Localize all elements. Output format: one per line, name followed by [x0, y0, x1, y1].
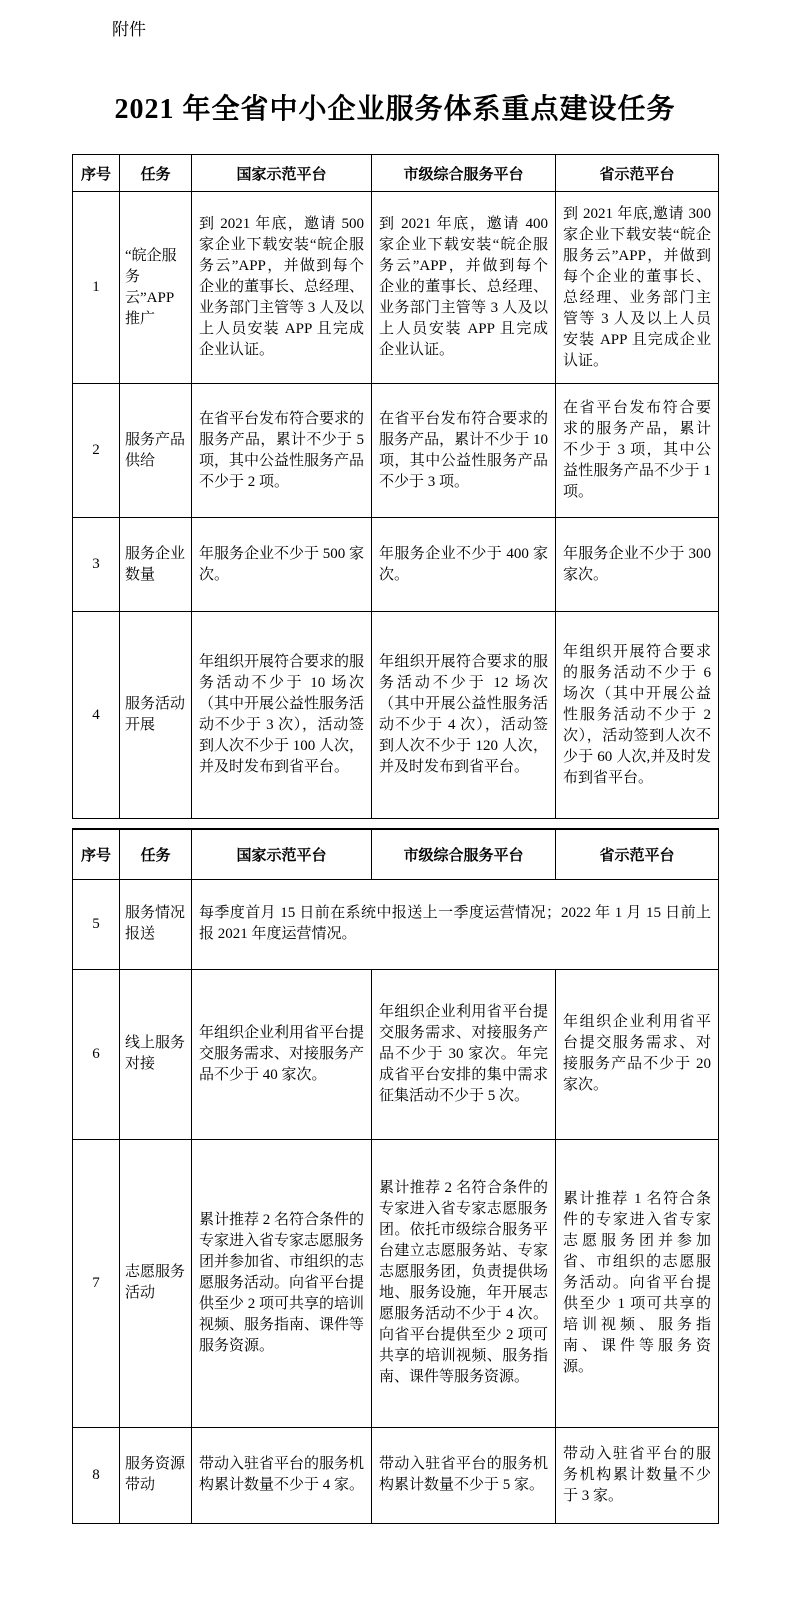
- cell-row7-municipal: 累计推荐 2 名符合条件的专家进入省专家志愿服务团。依托市级综合服务平台建立志愿服务站、专家志愿服务团，负责提供场地、服务设施，年开展志愿服务活动不少于 4 次。向省平台提供至少 2 项可共享的培训视频、服务指南、课件等服务资源。: [372, 1139, 556, 1427]
- table-row-5: [73, 879, 719, 969]
- cell-row8-provincial: 带动入驻省平台的服务机构累计数量不少于 3 家。: [556, 1427, 719, 1523]
- cell-row1-provincial: 到 2021 年底,邀请 300 家企业下载安装“皖企服务云”APP，并做到每个企业的董事长、总经理、业务部门主管等 3 人及以上人员安装 APP 且完成企业认证。: [556, 192, 719, 384]
- header-cell-municipal: 市级综合服务平台: [372, 829, 556, 879]
- header-cell-no: 序号: [73, 155, 120, 192]
- cell-row8-national: 带动入驻省平台的服务机构累计数量不少于 4 家。: [192, 1427, 372, 1523]
- cell-row6-task: 线上服务对接: [120, 969, 192, 1139]
- cell-row3-no: 3: [73, 518, 120, 612]
- cell-row8-municipal: 带动入驻省平台的服务机构累计数量不少于 5 家。: [372, 1427, 556, 1523]
- table-row-3: [73, 518, 719, 612]
- header-cell-task: 任务: [120, 155, 192, 192]
- cell-row7-national: 累计推荐 2 名符合条件的专家进入省专家志愿服务团并参加省、市组织的志愿服务活动。向省平台提供至少 2 项可共享的培训视频、服务指南、课件等服务资源。: [192, 1139, 372, 1427]
- header-cell-municipal: 市级综合服务平台: [372, 155, 556, 192]
- cell-row6-national: 年组织企业利用省平台提交服务需求、对接服务产品不少于 40 家次。: [192, 969, 372, 1139]
- header-cell-no: 序号: [73, 829, 120, 879]
- cell-row8-task: 服务资源带动: [120, 1427, 192, 1523]
- cell-row3-task: 服务企业数量: [120, 518, 192, 612]
- cell-row3-provincial: 年服务企业不少于 300 家次。: [556, 518, 719, 612]
- table2-header-row: [73, 829, 719, 879]
- header-cell-national: 国家示范平台: [192, 155, 372, 192]
- attachment-label: 附件: [112, 20, 146, 39]
- cell-row5-task: 服务情况报送: [120, 879, 192, 969]
- cell-row1-task: “皖企服务云”APP推广: [120, 192, 192, 384]
- task-table-section-2: [72, 828, 719, 1524]
- table-row-4: [73, 612, 719, 819]
- cell-row7-task: 志愿服务活动: [120, 1139, 192, 1427]
- cell-row1-no: 1: [73, 192, 120, 384]
- cell-row2-task: 服务产品供给: [120, 384, 192, 518]
- cell-row6-municipal: 年组织企业利用省平台提交服务需求、对接服务产品不少于 30 家次。年完成省平台安排的集中需求征集活动不少于 5 次。: [372, 969, 556, 1139]
- page-title: 2021 年全省中小企业服务体系重点建设任务: [114, 94, 676, 125]
- table-row-1: [73, 192, 719, 384]
- cell-row4-no: 4: [73, 612, 120, 819]
- cell-row5-no: 5: [73, 879, 120, 969]
- cell-row8-no: 8: [73, 1427, 120, 1523]
- cell-row2-provincial: 在省平台发布符合要求的服务产品，累计不少于 3 项，其中公益性服务产品不少于 1 项。: [556, 384, 719, 518]
- cell-row7-provincial: 累计推荐 1 名符合条件的专家进入省专家志愿服务团并参加省、市组织的志愿服务活动。向省平台提供至少 1 项可共享的培训视频、服务指南、课件等服务资源。: [556, 1139, 719, 1427]
- cell-row4-municipal: 年组织开展符合要求的服务活动不少于 12 场次（其中开展公益性服务活动不少于 4 次），活动签到人次不少于 120 人次，并及时发布到省平台。: [372, 612, 556, 819]
- header-cell-provincial: 省示范平台: [556, 155, 719, 192]
- document-content: [72, 18, 718, 1524]
- table1-header-row: [73, 155, 719, 192]
- cell-row1-municipal: 到 2021 年底，邀请 400 家企业下载安装“皖企服务云”APP，并做到每个企业的董事长、总经理、业务部门主管等 3 人及以上人员安装 APP 且完成企业认证。: [372, 192, 556, 384]
- task-table-section-1: [72, 154, 719, 819]
- table-row-7: [73, 1139, 719, 1427]
- header-cell-national: 国家示范平台: [192, 829, 372, 879]
- cell-row5-merged: 每季度首月 15 日前在系统中报送上一季度运营情况；2022 年 1 月 15 日前上报 2021 年度运营情况。: [192, 879, 719, 969]
- cell-row4-provincial: 年组织开展符合要求的服务活动不少于 6 场次（其中开展公益性服务活动不少于 2 次），活动签到人次不少于 60 人次,并及时发布到省平台。: [556, 612, 719, 819]
- cell-row7-no: 7: [73, 1139, 120, 1427]
- header-cell-provincial: 省示范平台: [556, 829, 719, 879]
- table-row-6: [73, 969, 719, 1139]
- cell-row3-municipal: 年服务企业不少于 400 家次。: [372, 518, 556, 612]
- cell-row4-national: 年组织开展符合要求的服务活动不少于 10 场次（其中开展公益性服务活动不少于 3 次），活动签到人次不少于 100 人次，并及时发布到省平台。: [192, 612, 372, 819]
- cell-row1-national: 到 2021 年底，邀请 500 家企业下载安装“皖企服务云”APP，并做到每个企业的董事长、总经理、业务部门主管等 3 人及以上人员安装 APP 且完成企业认证。: [192, 192, 372, 384]
- cell-row2-national: 在省平台发布符合要求的服务产品，累计不少于 5 项，其中公益性服务产品不少于 2 项。: [192, 384, 372, 518]
- cell-row2-municipal: 在省平台发布符合要求的服务产品，累计不少于 10 项，其中公益性服务产品不少于 3 项。: [372, 384, 556, 518]
- cell-row4-task: 服务活动开展: [120, 612, 192, 819]
- cell-row2-no: 2: [73, 384, 120, 518]
- cell-row6-provincial: 年组织企业利用省平台提交服务需求、对接服务产品不少于 20 家次。: [556, 969, 719, 1139]
- table-row-2: [73, 384, 719, 518]
- cell-row6-no: 6: [73, 969, 120, 1139]
- table-row-8: [73, 1427, 719, 1523]
- cell-row3-national: 年服务企业不少于 500 家次。: [192, 518, 372, 612]
- header-cell-task: 任务: [120, 829, 192, 879]
